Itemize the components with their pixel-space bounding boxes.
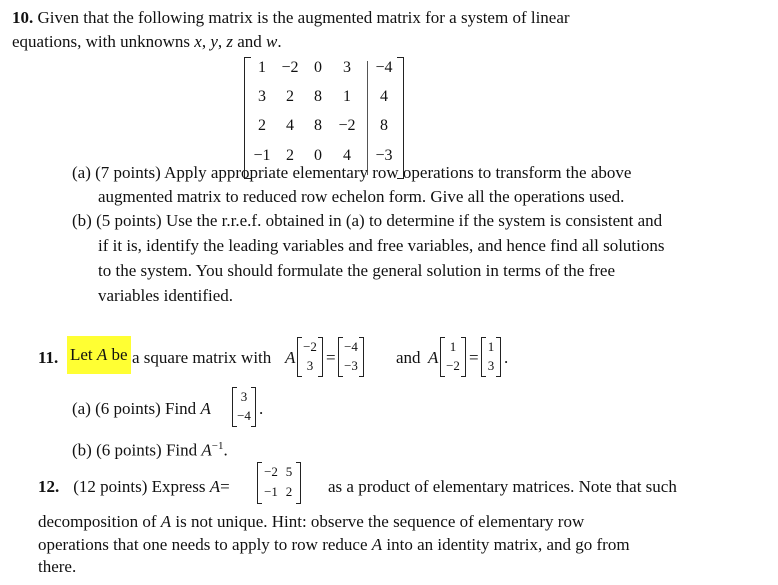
- sep: ,: [217, 32, 227, 51]
- matrix-cell: −1: [253, 147, 271, 164]
- vector-entry: 1: [487, 339, 495, 354]
- var-A: A: [160, 512, 172, 531]
- vector-r1: [338, 337, 364, 377]
- vector-entry: −4: [237, 408, 251, 423]
- vector-v2: [440, 337, 466, 377]
- var-A: A: [285, 348, 296, 367]
- var-A: A: [209, 477, 221, 496]
- vector-entry: 3: [487, 358, 495, 373]
- vector-entry: 1: [449, 339, 457, 354]
- var-y: y: [210, 32, 218, 51]
- question-12-line-4: there.: [38, 557, 77, 576]
- augmentation-line: [367, 61, 368, 175]
- period: .: [259, 399, 264, 418]
- matrix-cell: −4: [375, 59, 393, 76]
- vector-entry: 3: [306, 358, 314, 373]
- equals-sign: =: [469, 348, 479, 367]
- matrix-cell: 2: [258, 117, 266, 134]
- question-10-part-b-line-2: if it is, identify the leading variables and free variables, and hence find all solutions: [98, 236, 665, 255]
- matrix-entry: 2: [285, 484, 293, 499]
- highlighted-text: [67, 336, 131, 374]
- var-A: A: [371, 535, 383, 554]
- matrix-cell: 1: [343, 88, 351, 105]
- matrix-cell: 0: [314, 147, 322, 164]
- sep: ,: [201, 32, 211, 51]
- vector-entry: −2: [446, 358, 460, 373]
- question-11-part-a: [72, 399, 211, 419]
- line-text: into an identity matrix, and go from: [382, 535, 630, 554]
- highlight-pre: Let: [70, 345, 97, 364]
- period: .: [277, 32, 282, 51]
- matrix-cell: 4: [380, 88, 388, 105]
- question-10-part-a-line-2: augmented matrix to reduced row echelon form. Give all the operations used.: [98, 187, 625, 206]
- var-A: A: [200, 399, 211, 418]
- matrix-cell: 2: [286, 88, 294, 105]
- vector-part-a: [232, 387, 256, 427]
- vector-entry: −4: [344, 339, 358, 354]
- matrix-cell: 8: [314, 88, 322, 105]
- part-b-text: (b) (6 points) Find: [72, 440, 202, 460]
- vector-entry: −2: [303, 339, 317, 354]
- inverse-superscript: −1: [211, 440, 224, 452]
- question-12-line-2: [38, 512, 584, 532]
- question-11-text: a square matrix with: [132, 348, 272, 367]
- question-12-text: (12 points) Express: [73, 477, 210, 496]
- question-10-text-1: Given that the following matrix is the augmented matrix for a system of linear: [37, 8, 570, 27]
- question-12-line-1: [38, 477, 230, 497]
- matrix-cell: −3: [375, 147, 393, 164]
- line-text: operations that one needs to apply to row reduce: [38, 535, 372, 554]
- question-10-number: 10.: [12, 8, 34, 27]
- highlight-post: be: [107, 345, 128, 364]
- matrix-cell: 8: [314, 117, 322, 134]
- vector-entry: −3: [344, 358, 358, 373]
- question-12-number: 12.: [38, 477, 60, 496]
- period: .: [223, 440, 228, 460]
- matrix-cell: 1: [258, 59, 266, 76]
- question-10-part-b-line-4: variables identified.: [98, 286, 234, 305]
- var-A: A: [201, 440, 212, 460]
- var-w: w: [266, 32, 278, 51]
- var-A: A: [428, 348, 439, 367]
- matrix-entry: −2: [264, 464, 278, 479]
- matrix-cell: 3: [258, 88, 266, 105]
- question-10-part-b-line-3: to the system. You should formulate the general solution in terms of the free: [98, 261, 615, 280]
- var-A: A: [96, 345, 108, 364]
- question-10-part-b-line-1: (b) (5 points) Use the r.r.e.f. obtained in (a) to determine if the system is consistent and: [72, 211, 663, 230]
- matrix-cell: 4: [343, 147, 351, 164]
- question-10-line-2: [12, 32, 282, 52]
- question-12-line-3: [38, 535, 630, 555]
- matrix-entry: 5: [285, 464, 293, 479]
- matrix-q12: [257, 462, 301, 504]
- vector-v1: [297, 337, 323, 377]
- matrix-cell: 8: [380, 117, 388, 134]
- matrix-entry: −1: [264, 484, 278, 499]
- matrix-cell: 4: [286, 117, 294, 134]
- and-word: and: [233, 32, 267, 51]
- matrix-right-bracket: [397, 57, 404, 179]
- augmented-matrix: [244, 57, 404, 179]
- matrix-cell: −2: [281, 59, 299, 76]
- question-11-number: 11.: [38, 348, 59, 367]
- matrix-cell: 0: [314, 59, 322, 76]
- vector-entry: 3: [240, 389, 248, 404]
- question-12-text-post: as a product of elementary matrices. Note that such: [328, 477, 677, 496]
- and-word: and: [396, 348, 421, 367]
- matrix-cell: 2: [286, 147, 294, 164]
- equals-sign: =: [220, 477, 230, 496]
- part-a-text: (a) (6 points) Find: [72, 399, 201, 418]
- question-11-part-b: [72, 440, 228, 461]
- vector-r2: [481, 337, 501, 377]
- line-text: is not unique. Hint: observe the sequence of elementary row: [171, 512, 585, 531]
- question-10-line-1: [12, 8, 570, 28]
- var-x: x: [194, 32, 202, 51]
- question-10-text-2: equations, with unknowns: [12, 32, 195, 51]
- equals-sign: =: [326, 348, 336, 367]
- period: .: [504, 348, 509, 367]
- matrix-cell: 3: [343, 59, 351, 76]
- matrix-cell: −2: [338, 117, 356, 134]
- question-10-part-a-line-1: (a) (7 points) Apply appropriate elementary row operations to transform the above: [72, 163, 632, 182]
- var-z: z: [226, 32, 233, 51]
- line-text: decomposition of: [38, 512, 161, 531]
